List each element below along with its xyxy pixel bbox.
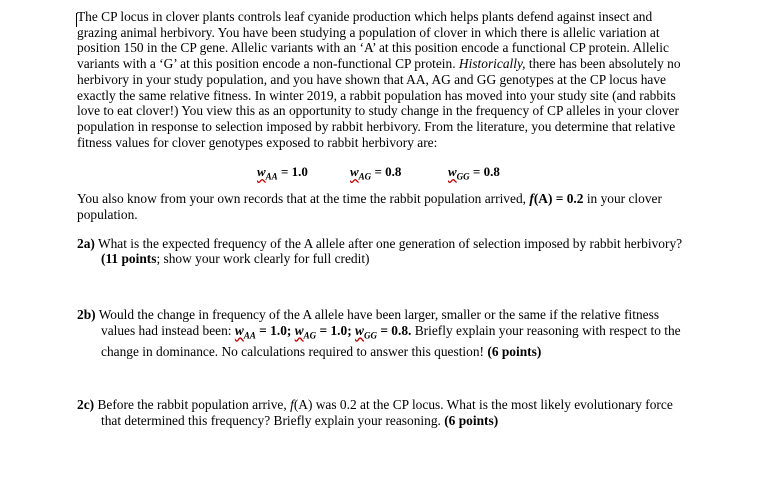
fitness-AA: $w_{AA} = 1.0$ xyxy=(257,164,308,182)
fitness-values-row xyxy=(77,164,689,180)
intro-historically: Historically, xyxy=(458,56,526,72)
question-2b: 2b) Would the change in frequency of the A allele have been larger, smaller or the same if the relative fitness values had instead been: $w_{AA} = 1.0$; $w_{AG} = 1.0$; $w_{GG} = 0.8$. Briefly explain your reasoning with respect to the change in dominance. No calculations required to answer this question! (6 points) xyxy=(77,307,681,360)
question-2a-label: 2a) xyxy=(77,235,95,251)
question-2c-label: 2c) xyxy=(77,396,95,412)
document-page xyxy=(77,9,689,428)
fitness-GG: $w_{GG} = 0.8$ xyxy=(448,164,500,182)
intro-text-2: there has been absolutely no herbivory in your study population, and you have shown that AA, AG and GG genotypes at the CP locus have exactly the same relative fitness. In winter 2019, a rabbit population has moved into your study site (and rabbits love to eat clover!) You view this as an opportunity to study change in the frequency of CP alleles in your clover population in response to selection imposed by rabbit herbivory. From the literature, you determine that relative fitness values for clover genotypes exposed to rabbit herbivory are: xyxy=(77,56,681,150)
question-2a-points: (11 points xyxy=(101,251,157,267)
question-2c: 2c) Before the rabbit population arrive, f(A) was 0.2 at the CP locus. What is the most likely evolutionary force that determined this frequency? Briefly explain your reasoning. (6 points) xyxy=(77,396,673,428)
intro-text-1: The CP locus in clover plants controls leaf cyanide production which helps plants defend against insect and grazing animal herbivory. You have been studying a population of clover in which there is allelic variation at position 150 in the CP gene. Allelic variants with an ‘A’ at this position encode a functional CP protein. Allelic variants with a ‘G’ at this position encode a non-functional CP protein. xyxy=(77,9,669,72)
question-2b-points: (6 points) xyxy=(487,344,542,360)
question-2b-label: 2b) xyxy=(77,307,96,323)
intro-paragraph xyxy=(77,9,689,150)
records-paragraph: You also know from your own records that at the time the rabbit population arrived, f(A) = 0.2 in your clover population. xyxy=(77,191,662,223)
question-2c-points: (6 points) xyxy=(444,412,499,428)
fitness-AG: $w_{AG} = 0.8$ xyxy=(350,164,402,182)
question-2a: 2a) What is the expected frequency of the A allele after one generation of selection imposed by rabbit herbivory? (11 points; show your work clearly for full credit) xyxy=(77,235,683,267)
